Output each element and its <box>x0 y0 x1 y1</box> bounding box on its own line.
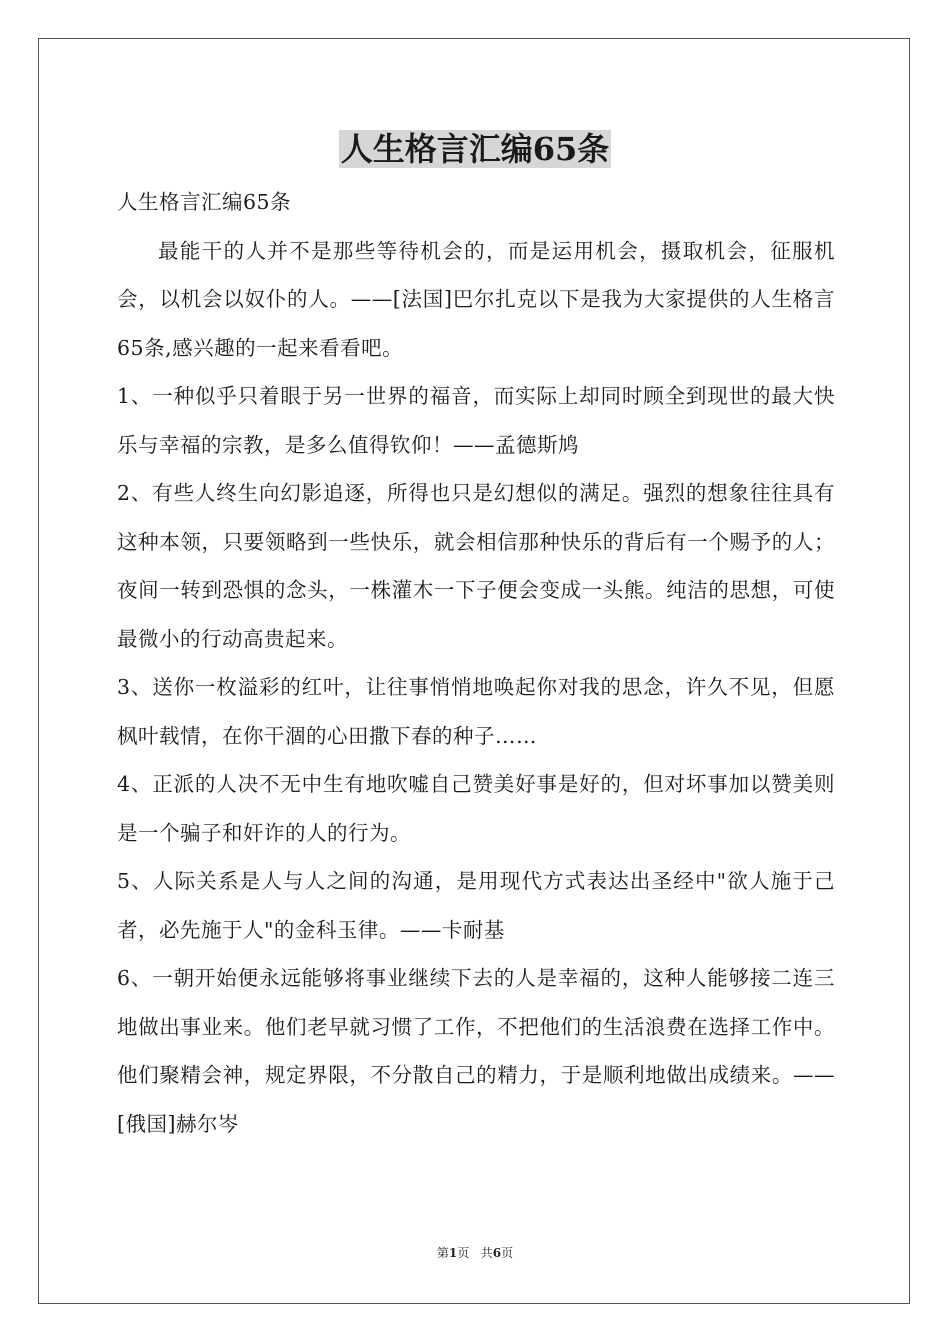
intro-paragraph: 最能干的人并不是那些等待机会的，而是运用机会，摄取机会，征服机会，以机会以奴仆的人。——[法国]巴尔扎克以下是我为大家提供的人生格言65条,感兴趣的一起来看看吧。 <box>117 238 835 360</box>
quote-item-4: 4、正派的人决不无中生有地吹嘘自己赞美好事是好的，但对坏事加以赞美则是一个骗子和奸诈的人的行为。 <box>117 772 835 845</box>
quote-item-5: 5、人际关系是人与人之间的沟通，是用现代方式表达出圣经中"欲人施于己者，必先施于人"的金科玉律。——卡耐基 <box>117 869 835 942</box>
quote-item-2: 2、有些人终生向幻影追逐，所得也只是幻想似的满足。强烈的想象往往具有这种本领，只要领略到一些快乐，就会相信那种快乐的背后有一个赐予的人；夜间一转到恐惧的念头，一株灌木一下子便会变成一头熊。纯洁的思想，可使最微小的行动高贵起来。 <box>117 481 835 651</box>
subtitle: 人生格言汇编65条 <box>117 190 292 214</box>
document-title <box>0 126 950 172</box>
quote-item-3: 3、送你一枚溢彩的红叶，让往事悄悄地唤起你对我的思念，许久不见，但愿枫叶载情，在你干涸的心田撒下春的种子…… <box>117 675 835 748</box>
quote-item-1: 1、一种似乎只着眼于另一世界的福音，而实际上却同时顾全到现世的最大快乐与幸福的宗教，是多么值得钦仰！——孟德斯鸠 <box>117 384 835 457</box>
quote-item-6: 6、一朝开始便永远能够将事业继续下去的人是幸福的，这种人能够接二连三地做出事业来。他们老早就习惯了工作，不把他们的生活浪费在选择工作中。他们聚精会神，规定界限，不分散自己的精力，于是顺利地做出成绩来。——[俄国]赫尔岑 <box>117 966 835 1136</box>
total-suffix: 页 <box>501 1246 514 1260</box>
page-current: 1 <box>448 1246 458 1260</box>
page-prefix: 第 <box>436 1246 449 1260</box>
total-prefix: 共 <box>480 1246 493 1260</box>
page-suffix: 页 <box>457 1246 470 1260</box>
document-body <box>117 178 835 1148</box>
total-pages: 6 <box>492 1246 502 1260</box>
page-footer <box>0 1245 950 1261</box>
title-text: 人生格言汇编65条 <box>340 130 610 168</box>
